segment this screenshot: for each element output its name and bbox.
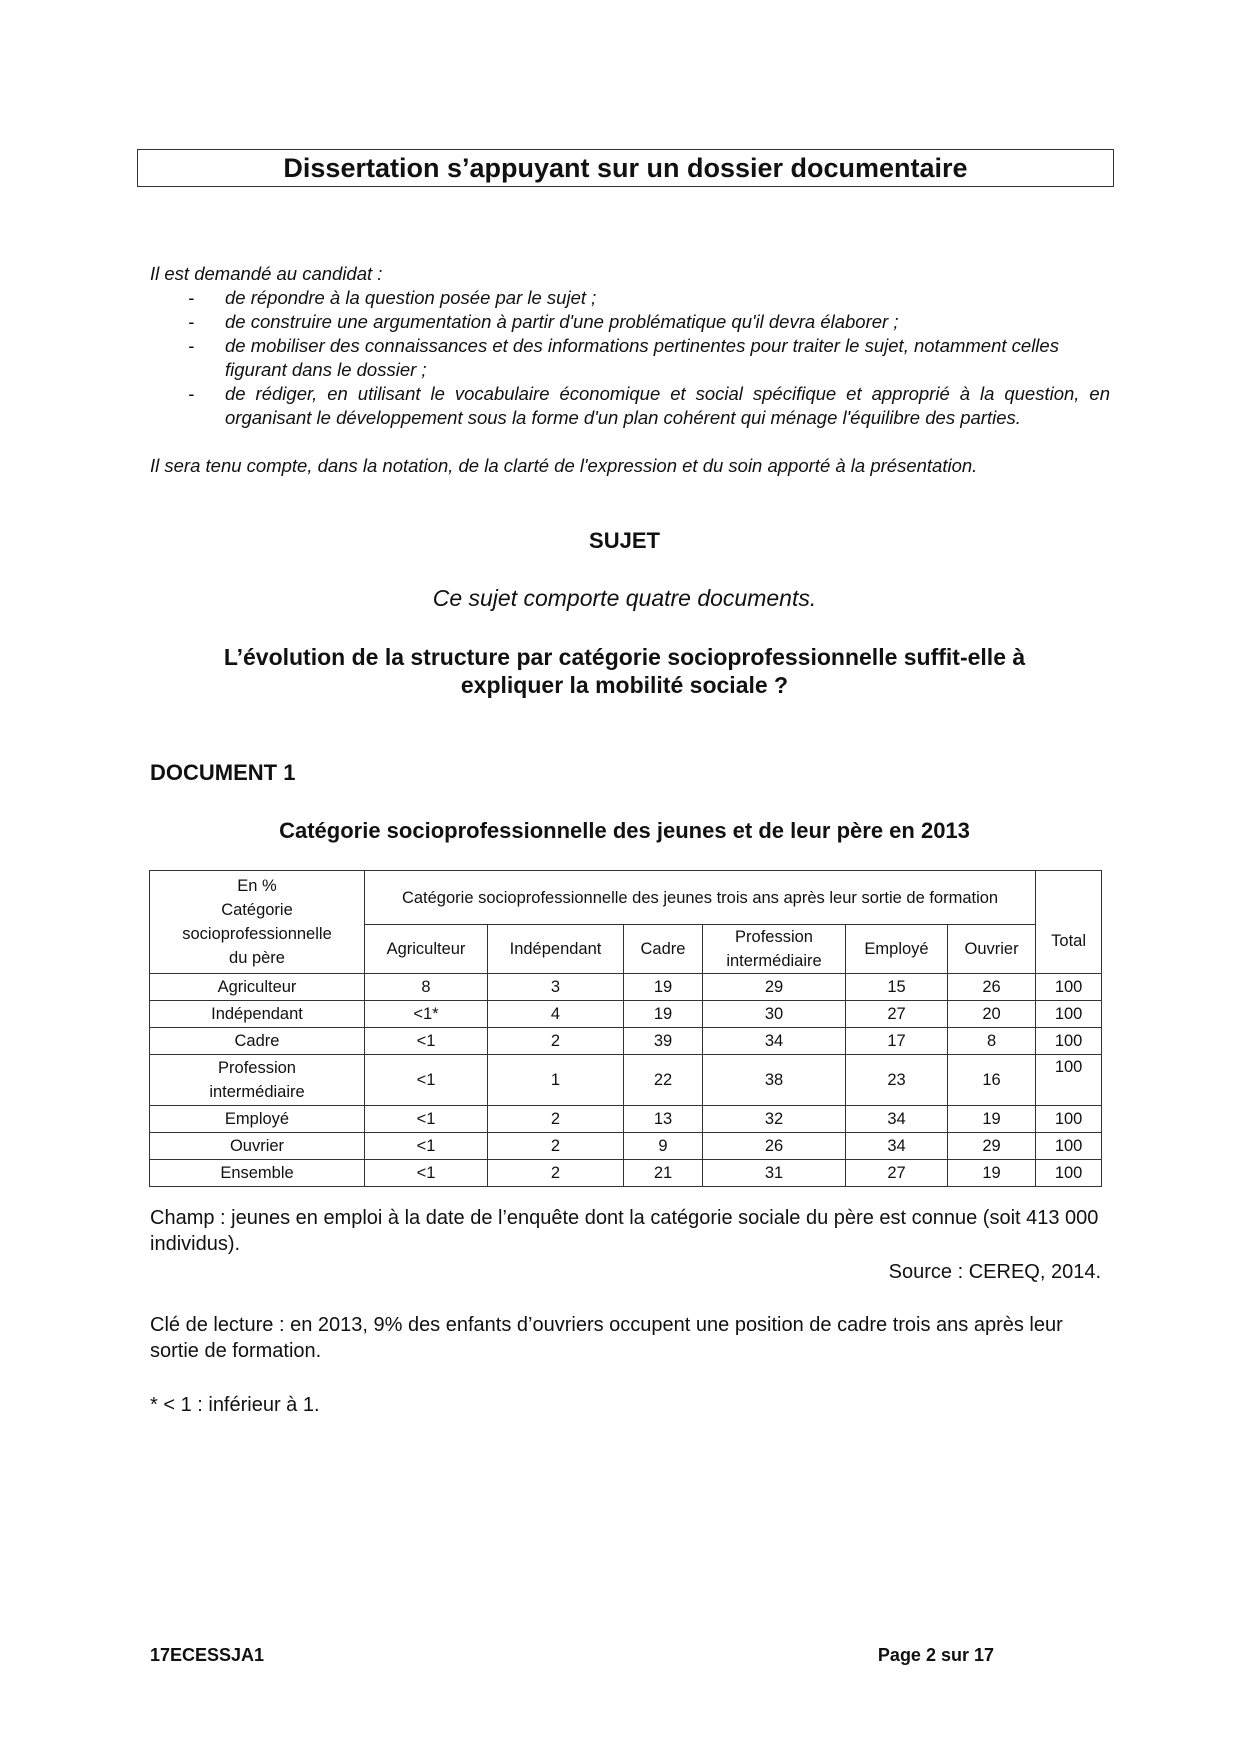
notation-note: Il sera tenu compte, dans la notation, de la clarté de l'expression et du soin apporté à la présentation. [150,455,978,476]
bullet-dash: - [188,287,195,308]
table-row [150,1133,1102,1160]
instruction-text: de mobiliser des connaissances et des informations pertinentes pour traiter le sujet, notamment celles figurant dans le dossier ; [225,335,1059,380]
header-text: du père [229,949,285,967]
table-cell: 2 [488,1160,624,1187]
question-line: L’évolution de la structure par catégorie socioprofessionnelle suffit-elle à [223,644,1026,670]
column-header: Employé [846,925,948,974]
table-cell: 29 [948,1133,1036,1160]
table-cell: 32 [703,1106,846,1133]
instruction-item [150,310,1110,334]
table-cell: 2 [488,1106,624,1133]
column-header: Indépendant [488,925,624,974]
table-cell: 100 [1036,1055,1102,1106]
footer-page: Page 2 sur 17 [877,1645,994,1665]
source: Source : CEREQ, 2014. [888,1261,1101,1283]
table-cell: 26 [948,974,1036,1001]
table-row [150,1001,1102,1028]
table-cell: 26 [703,1133,846,1160]
table-cell: 20 [948,1001,1036,1028]
table-cell: 8 [365,974,488,1001]
table-cell: 100 [1036,1160,1102,1187]
table-cell: 17 [846,1028,948,1055]
table-cell: 16 [948,1055,1036,1106]
table-cell: 34 [846,1106,948,1133]
corner-header [150,871,365,974]
table-cell: 22 [624,1055,703,1106]
data-table [149,870,1102,1187]
table-cell: <1* [365,1001,488,1028]
table-row [150,1028,1102,1055]
table-cell: 100 [1036,1106,1102,1133]
row-header: Cadre [150,1028,365,1055]
table-cell: 15 [846,974,948,1001]
table-cell: 27 [846,1001,948,1028]
table-cell: 21 [624,1160,703,1187]
instruction-text: de construire une argumentation à partir d'une problématique qu'il devra élaborer ; [225,311,899,332]
question-line: expliquer la mobilité sociale ? [460,672,789,698]
table-cell: <1 [365,1133,488,1160]
table-cell: 19 [948,1160,1036,1187]
column-header: Profession intermédiaire [703,925,846,974]
footer-code: 17ECESSJA1 [150,1645,265,1665]
table-cell: <1 [365,1160,488,1187]
table-cell: 4 [488,1001,624,1028]
champ-note: Champ : jeunes en emploi à la date de l’enquête dont la catégorie sociale du père est connue (soit 413 000 individus). [150,1207,1099,1255]
table-cell: 13 [624,1106,703,1133]
table-cell: 31 [703,1160,846,1187]
table-cell: 38 [703,1055,846,1106]
bullet-dash: - [188,335,195,356]
row-header: Employé [150,1106,365,1133]
column-header: Agriculteur [365,925,488,974]
table-title: Catégorie socioprofessionnelle des jeunes et de leur père en 2013 [279,818,970,843]
table-row [150,1055,1102,1106]
instructions-intro: Il est demandé au candidat : [150,263,383,284]
table-cell: 100 [1036,1001,1102,1028]
instruction-item [150,286,1110,310]
table-cell: 100 [1036,1028,1102,1055]
instruction-item [150,334,1110,382]
table-cell: 34 [846,1133,948,1160]
table-body [150,974,1102,1187]
table-cell: 23 [846,1055,948,1106]
document-title: Dissertation s’appuyant sur un dossier documentaire [137,149,1114,187]
column-header-total: Total [1036,871,1102,974]
column-header: Cadre [624,925,703,974]
header-text: socioprofessionnelle [182,925,332,943]
table-row [150,974,1102,1001]
row-header: Ensemble [150,1160,365,1187]
table-cell: <1 [365,1028,488,1055]
table-cell: 2 [488,1133,624,1160]
table-cell: 100 [1036,974,1102,1001]
document-label: DOCUMENT 1 [150,760,296,785]
instruction-item [150,382,1110,430]
instruction-text: de répondre à la question posée par le sujet ; [225,287,597,308]
docs-count: Ce sujet comporte quatre documents. [432,585,817,611]
table-cell: 30 [703,1001,846,1028]
table-cell: 29 [703,974,846,1001]
group-header: Catégorie socioprofessionnelle des jeunes trois ans après leur sortie de formation [365,871,1036,925]
table-cell: 100 [1036,1133,1102,1160]
row-header: Agriculteur [150,974,365,1001]
row-header: Indépendant [150,1001,365,1028]
table-cell: 39 [624,1028,703,1055]
row-header: Profession intermédiaire [150,1055,365,1106]
table-cell: 19 [624,1001,703,1028]
table-cell: 3 [488,974,624,1001]
table-cell: 8 [948,1028,1036,1055]
column-header: Ouvrier [948,925,1036,974]
table-cell: 19 [624,974,703,1001]
table-cell: 34 [703,1028,846,1055]
question [137,643,1112,699]
instruction-text: de rédiger, en utilisant le vocabulaire économique et social spécifique et approprié à la question, en organisant le développement sous la forme d'un plan cohérent qui ménage l'équilibre des parties. [225,383,1110,428]
header-text: En % [237,877,277,895]
table-row [150,1106,1102,1133]
table-cell: 27 [846,1160,948,1187]
table-cell: 1 [488,1055,624,1106]
header-text: Catégorie [221,901,293,919]
sujet-heading: SUJET [589,528,660,553]
table-cell: 19 [948,1106,1036,1133]
bullet-dash: - [188,311,195,332]
table-row [150,1160,1102,1187]
table-cell: <1 [365,1055,488,1106]
table-cell: <1 [365,1106,488,1133]
table-cell: 2 [488,1028,624,1055]
table-cell: 9 [624,1133,703,1160]
row-header: Ouvrier [150,1133,365,1160]
instructions [150,262,1110,478]
reading-key: Clé de lecture : en 2013, 9% des enfants d’ouvriers occupent une position de cadre trois ans après leur sortie de formation. [150,1314,1063,1362]
footnote: * < 1 : inférieur à 1. [150,1394,320,1416]
bullet-dash: - [188,383,195,404]
